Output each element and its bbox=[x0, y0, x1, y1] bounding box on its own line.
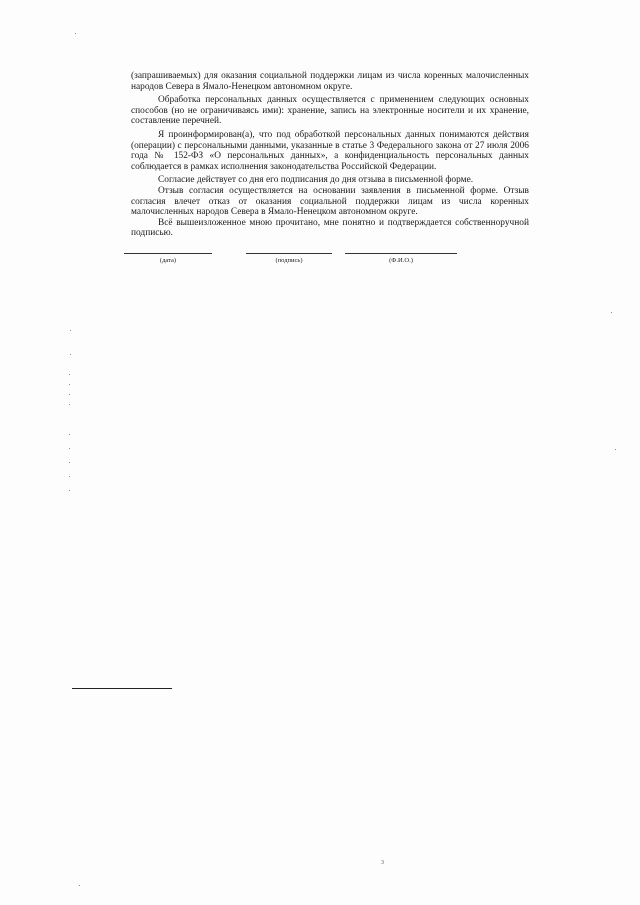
date-label: (дата) bbox=[159, 257, 177, 264]
scan-speck bbox=[79, 885, 80, 886]
paragraph-confirmation: Всё вышеизложенное мною прочитано, мне понятно и подтверждается собственноручной подписью. bbox=[131, 217, 529, 239]
date-line bbox=[124, 253, 212, 254]
scan-speck bbox=[69, 476, 70, 477]
scan-speck bbox=[75, 33, 76, 34]
footnote-separator bbox=[72, 688, 172, 689]
scan-speck bbox=[70, 354, 71, 355]
name-line bbox=[345, 253, 457, 254]
scan-speck bbox=[69, 394, 70, 395]
scan-speck bbox=[69, 462, 70, 463]
scan-speck bbox=[69, 448, 70, 449]
scan-speck bbox=[611, 312, 612, 313]
signature-sign-field bbox=[246, 253, 332, 277]
signature-date-field bbox=[124, 253, 212, 277]
signature-name-field bbox=[345, 253, 457, 277]
scan-speck bbox=[69, 434, 70, 435]
paragraph-validity: Согласие действует со дня его подписания до дня отзыва в письменной форме. bbox=[158, 175, 474, 186]
scan-speck bbox=[69, 404, 70, 405]
scan-speck bbox=[70, 330, 71, 331]
scan-speck bbox=[69, 374, 70, 375]
scan-speck bbox=[615, 449, 616, 450]
signature-line bbox=[246, 253, 332, 254]
name-label: (Ф.И.О.) bbox=[389, 257, 413, 264]
paragraph-methods: Обработка персональных данных осуществляется с применением следующих основных способов (но не ограничиваясь ими): хранение, запись на электронные носители и их хранение, составление перечней. bbox=[131, 95, 529, 127]
scan-speck bbox=[69, 490, 70, 491]
paragraph-informed: Я проинформирован(а), что под обработкой персональных данных понимаются действия (операции) с персональными данными, указанные в статье 3 Федерального закона от 27 июля 2006 года № 152-ФЗ «О персональных данных», а конфиденциальность персональных данных соблюдается в рамках исполнения законодательства Российской Федерации. bbox=[131, 129, 529, 172]
page-number: 3 bbox=[381, 860, 384, 866]
paragraph-withdrawal: Отзыв согласия осуществляется на основании заявления в письменной форме. Отзыв согласия влечет отказ от оказания социальной поддержки лицам из числа коренных малочисленных народов Севера в Ямало-Ненецком автономном округе. bbox=[131, 185, 529, 218]
signature-label: (подпись) bbox=[275, 257, 303, 264]
consent-text bbox=[131, 71, 529, 239]
scan-speck bbox=[69, 384, 70, 385]
paragraph-purpose: (запрашиваемых) для оказания социальной поддержки лицам из числа коренных малочисленных народов Севера в Ямало-Ненецком автономном округе. bbox=[131, 71, 529, 92]
